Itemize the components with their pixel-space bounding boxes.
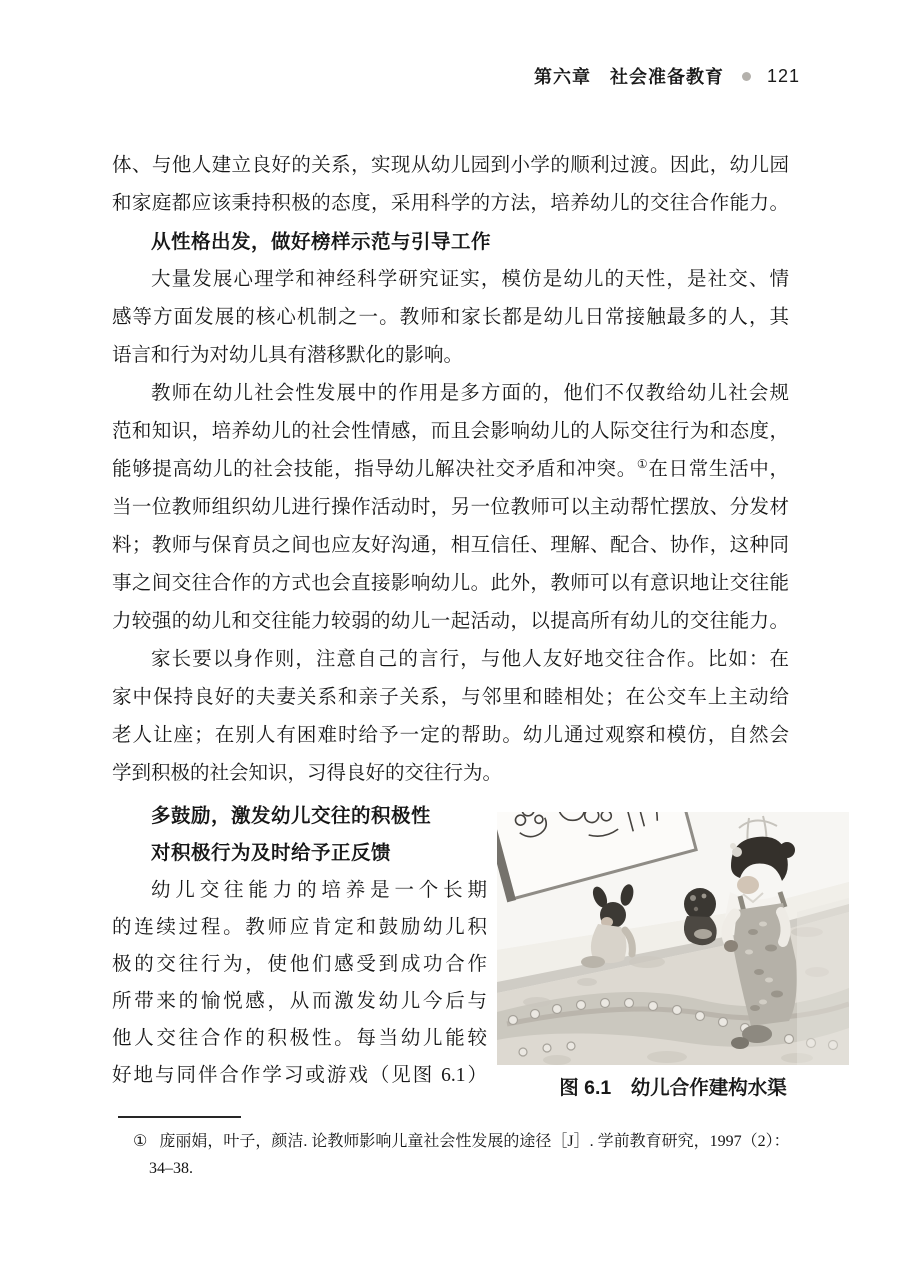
body-line: 感等方面发展的核心机制之一。教师和家长都是幼儿日常接触最多的人，其 xyxy=(112,307,789,328)
body-line: 大量发展心理学和神经科学研究证实，模仿是幼儿的天性，是社交、情 xyxy=(151,269,789,290)
body-line: 语言和行为对幼儿具有潜移默化的影响。 xyxy=(112,345,464,366)
column-line: 所带来的愉悦感，从而激发幼儿今后与 xyxy=(112,991,487,1012)
page-number: 121 xyxy=(766,65,800,86)
section-heading: 对积极行为及时给予正反馈 xyxy=(151,842,392,864)
chapter-title: 第六章 社会准备教育 xyxy=(533,67,724,87)
footnote-ref-mark: ① xyxy=(636,457,649,471)
figure-caption: 图 6.1 幼儿合作建构水渠 xyxy=(559,1077,787,1099)
section-heading: 多鼓励，激发幼儿交往的积极性 xyxy=(151,805,432,827)
body-line-with-footnote-ref xyxy=(112,451,789,489)
body-line: 教师在幼儿社会性发展中的作用是多方面的，他们不仅教给幼儿社会规 xyxy=(151,383,789,404)
column-line: 好地与同伴合作学习或游戏（见图 6.1） xyxy=(112,1065,487,1086)
body-line: 当一位教师组织幼儿进行操作活动时，另一位教师可以主动帮忙摆放、分发材 xyxy=(112,497,789,518)
column-line: 的连续过程。教师应肯定和鼓励幼儿积 xyxy=(112,917,487,938)
body-line: 力较强的幼儿和交往能力较弱的幼儿一起活动，以提高所有幼儿的交往能力。 xyxy=(112,611,789,632)
section-heading: 从性格出发，做好榜样示范与引导工作 xyxy=(151,231,492,253)
body-text xyxy=(112,147,789,793)
footnote-divider xyxy=(118,1116,241,1118)
footnote-marker: ① xyxy=(133,1133,148,1150)
footnote xyxy=(133,1128,795,1182)
left-column-text xyxy=(112,798,487,1094)
body-line: 老人让座；在别人有困难时给予一定的帮助。幼儿通过观察和模仿，自然会 xyxy=(112,725,789,746)
body-line: 体、与他人建立良好的关系，实现从幼儿园到小学的顺利过渡。因此，幼儿园 xyxy=(112,155,789,176)
footnote-citation: 庞丽娟，叶子，颜洁. 论教师影响儿童社会性发展的途径［J］. 学前教育研究，1997（2）： xyxy=(159,1133,790,1150)
body-line: 学到积极的社会知识，习得良好的交往行为。 xyxy=(112,763,503,784)
body-line: 家长要以身作则，注意自己的言行，与他人友好地交往合作。比如：在 xyxy=(151,649,789,670)
footnote-citation-pages: 34–38. xyxy=(149,1160,193,1177)
figure-photo xyxy=(497,812,849,1065)
bullet-dot-icon xyxy=(742,72,751,81)
body-line-segment: 能够提高幼儿的社会技能，指导幼儿解决社交矛盾和冲突。 xyxy=(112,459,637,480)
body-line-segment: 在日常生活中， xyxy=(648,459,789,480)
body-line: 范和知识，培养幼儿的社会性情感，而且会影响幼儿的人际交往行为和态度， xyxy=(112,421,789,442)
body-line: 和家庭都应该秉持积极的态度，采用科学的方法，培养幼儿的交往合作能力。 xyxy=(112,193,789,214)
column-line: 幼儿交往能力的培养是一个长期 xyxy=(151,880,487,901)
body-line: 事之间交往合作的方式也会直接影响幼儿。此外，教师可以有意识地让交往能 xyxy=(112,573,789,594)
running-head xyxy=(534,62,800,90)
column-line: 他人交往合作的积极性。每当幼儿能较 xyxy=(112,1028,487,1049)
body-line: 家中保持良好的夫妻关系和亲子关系，与邻里和睦相处；在公交车上主动给 xyxy=(112,687,789,708)
body-line: 料；教师与保育员之间也应友好沟通，相互信任、理解、配合、协作，这种同 xyxy=(112,535,789,556)
column-line: 极的交往行为，使他们感受到成功合作 xyxy=(112,954,487,975)
